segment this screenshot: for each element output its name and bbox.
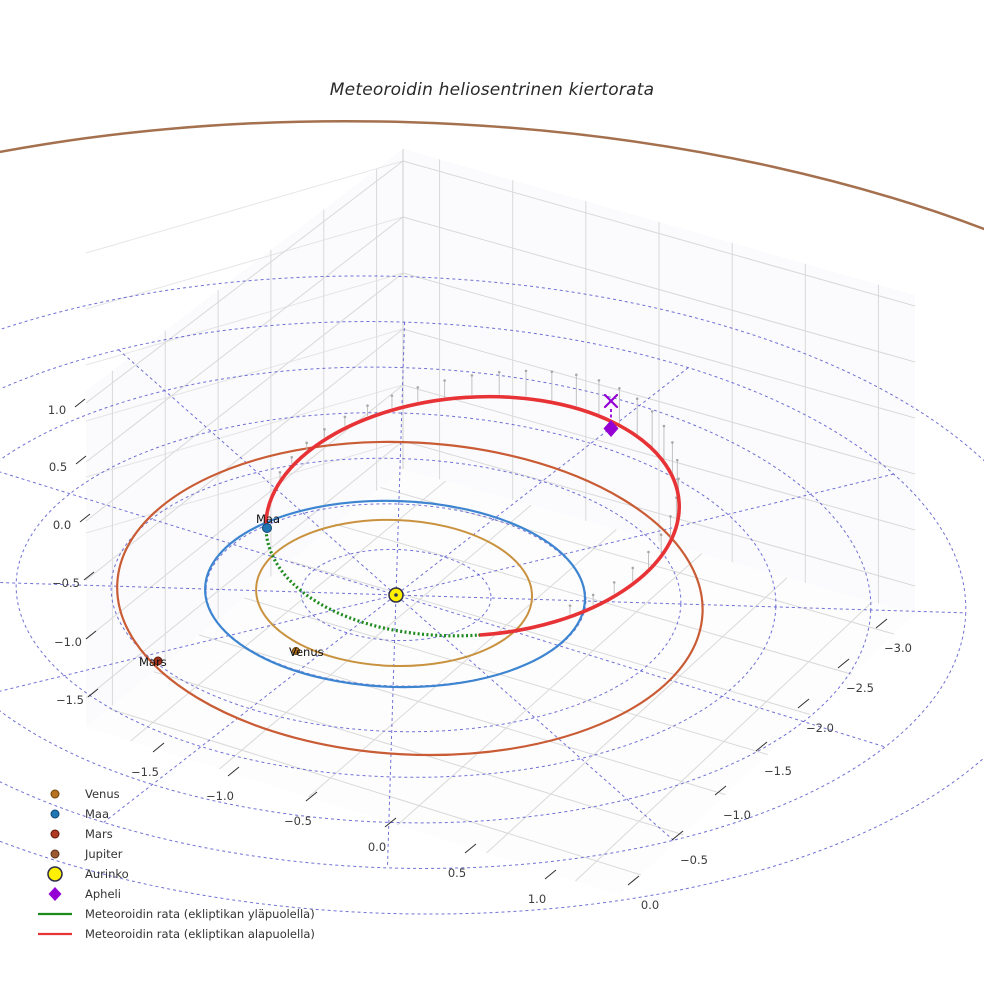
venus-annotation: Venus [289, 645, 324, 659]
legend-item [49, 887, 121, 901]
stem-dot [569, 604, 572, 607]
stem-dot [631, 567, 634, 570]
stem-dot [592, 594, 595, 597]
x-tick-label: 0.5 [447, 866, 467, 880]
legend-dot-icon [51, 850, 59, 858]
legend-item [51, 807, 109, 821]
stem-dot [323, 428, 326, 431]
x-tick-label: −1.5 [131, 765, 159, 779]
y-tick-label: −2.0 [806, 721, 834, 735]
x-tick-label: 0.0 [367, 840, 387, 854]
stem-dot [636, 397, 639, 400]
stem-dot [498, 371, 501, 374]
legend-item [38, 907, 315, 921]
z-tick-label: −1.5 [56, 693, 84, 707]
x-tick-label: −1.0 [206, 789, 234, 803]
earth-annotation: Maa [256, 512, 281, 526]
stem-dot [651, 410, 654, 413]
mars-annotation: Mars [139, 655, 167, 669]
stem-dot [618, 387, 621, 390]
sun-center-dot [394, 593, 398, 597]
stem-dot [598, 379, 601, 382]
legend-label: Meteoroidin rata (ekliptikan alapuolella) [85, 927, 315, 941]
x-tick-label: −0.5 [284, 814, 312, 828]
stem-dot [290, 456, 293, 459]
z-tick-label: −1.0 [54, 635, 82, 649]
stem-dot [575, 374, 578, 377]
legend-dot-icon [51, 830, 59, 838]
legend-item [38, 927, 315, 941]
z-tick-label: 0.5 [48, 460, 68, 474]
x-tick-label: 1.0 [527, 892, 547, 906]
stem-dot [663, 425, 666, 428]
legend-item [48, 867, 129, 881]
y-tick-label: −1.0 [723, 808, 751, 822]
z-tick-label: −0.5 [52, 576, 80, 590]
legend-item [51, 787, 120, 801]
legend-label: Mars [85, 827, 113, 841]
legend-label: Jupiter [85, 847, 123, 861]
stem-dot [471, 374, 474, 377]
stem-dot [279, 471, 282, 474]
legend-label: Aurinko [85, 867, 129, 881]
legend-item [51, 847, 123, 861]
stem-dot [366, 404, 369, 407]
legend-label: Apheli [85, 887, 121, 901]
legend-sun-icon [48, 867, 62, 881]
legend-item [51, 827, 113, 841]
stem-dot [660, 533, 663, 536]
legend-diamond-icon [49, 887, 62, 901]
stem-dot [344, 416, 347, 419]
stem-dot [613, 581, 616, 584]
stem-dot [305, 442, 308, 445]
legend-dot-icon [51, 790, 59, 798]
z-tick-label: 0.0 [52, 518, 72, 532]
legend-label: Meteoroidin rata (ekliptikan yläpuolella) [85, 907, 315, 921]
legend-dot-icon [51, 810, 59, 818]
stem-dot [647, 551, 650, 554]
stem-dot [391, 395, 394, 398]
y-tick-label: −1.5 [764, 764, 792, 778]
stem-dot [443, 379, 446, 382]
stem-dot [676, 459, 679, 462]
stem-dot [551, 370, 554, 373]
legend-label: Venus [85, 787, 120, 801]
stem-dot [671, 441, 674, 444]
chart-title: Meteoroidin heliosentrinen kiertorata [329, 80, 655, 100]
stem-dot [417, 386, 420, 389]
z-tick-label: 1.0 [47, 403, 67, 417]
y-tick-label: −2.5 [846, 681, 874, 695]
stem-dot [669, 515, 672, 518]
legend [38, 787, 315, 941]
y-tick-label: 0.0 [640, 898, 660, 912]
legend-label: Maa [85, 807, 110, 821]
y-tick-label: −3.0 [884, 641, 912, 655]
y-tick-label: −0.5 [680, 853, 708, 867]
stem-dot [525, 370, 528, 373]
